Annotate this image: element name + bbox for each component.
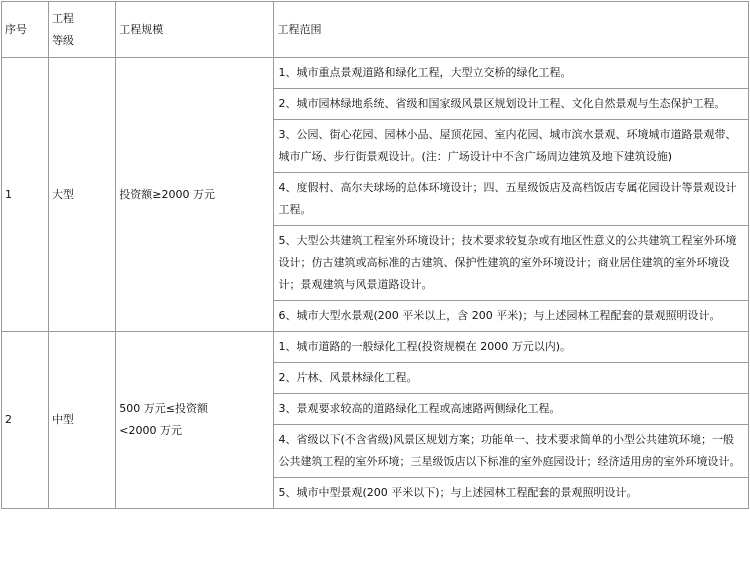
- table-row: [2, 58, 749, 332]
- header-grade-line-1: 工程: [51, 11, 74, 25]
- scope-item: 5、大型公共建筑工程室外环境设计；技术要求较复杂或有地区性意义的公共建筑工程室外环境设计；仿古建筑或高标准的古建筑、保护性建筑的室外环境设计；商业居住建筑的室外环境设计；景观建筑与风景道路设计。: [274, 226, 748, 301]
- scope-item: 1、城市重点景观道路和绿化工程，大型立交桥的绿化工程。: [274, 58, 748, 89]
- header-engineering-scale: 工程规模: [116, 2, 274, 58]
- scope-item: 1、城市道路的一般绿化工程(投资规模在 2000 万元以内)。: [274, 332, 748, 363]
- table-header-row: [2, 2, 749, 58]
- header-grade-line-2: 等级: [51, 33, 74, 47]
- header-serial-number: 序号: [2, 2, 49, 58]
- scale-line: 500 万元≤投资额: [119, 402, 208, 415]
- engineering-scale-table: [1, 1, 749, 509]
- header-engineering-scope: 工程范围: [274, 2, 749, 58]
- row-grade: 中型: [48, 332, 115, 509]
- row-scale: [116, 58, 274, 332]
- scope-item: 3、景观要求较高的道路绿化工程或高速路两侧绿化工程。: [274, 394, 748, 425]
- scope-item: 4、度假村、高尔夫球场的总体环境设计；四、五星级饭店及高档饭店专属花园设计等景观设计工程。: [274, 173, 748, 226]
- header-engineering-grade: [48, 2, 115, 58]
- scope-item: 5、城市中型景观(200 平米以下)；与上述园林工程配套的景观照明设计。: [278, 486, 638, 499]
- scope-item: 6、城市大型水景观(200 平米以上，含 200 平米)；与上述园林工程配套的景观照明设计。: [278, 309, 721, 322]
- row-grade: 大型: [48, 58, 115, 332]
- scale-line: <2000 万元: [119, 424, 182, 437]
- row-scope-list: [274, 58, 749, 332]
- scope-item: 3、公园、街心花园、园林小品、屋顶花园、室内花园、城市滨水景观、环境城市道路景观带、城市广场、步行街景观设计。(注：广场设计中不含广场周边建筑及地下建筑设施): [274, 120, 748, 173]
- row-serial-number: 2: [2, 332, 49, 509]
- row-serial-number: 1: [2, 58, 49, 332]
- scope-item: 4、省级以下(不含省级)风景区规划方案；功能单一、技术要求简单的小型公共建筑环境；一般公共建筑工程的室外环境；三星级饭店以下标准的室外庭园设计；经济适用房的室外环境设计。: [274, 425, 748, 478]
- row-scope-list: [274, 332, 749, 509]
- row-scale: [116, 332, 274, 509]
- scope-item: 2、城市园林绿地系统、省级和国家级风景区规划设计工程、文化自然景观与生态保护工程。: [274, 89, 748, 120]
- scope-item: 2、片林、风景林绿化工程。: [274, 363, 748, 394]
- scale-line: 投资额≥2000 万元: [119, 187, 215, 201]
- table-row: [2, 332, 749, 509]
